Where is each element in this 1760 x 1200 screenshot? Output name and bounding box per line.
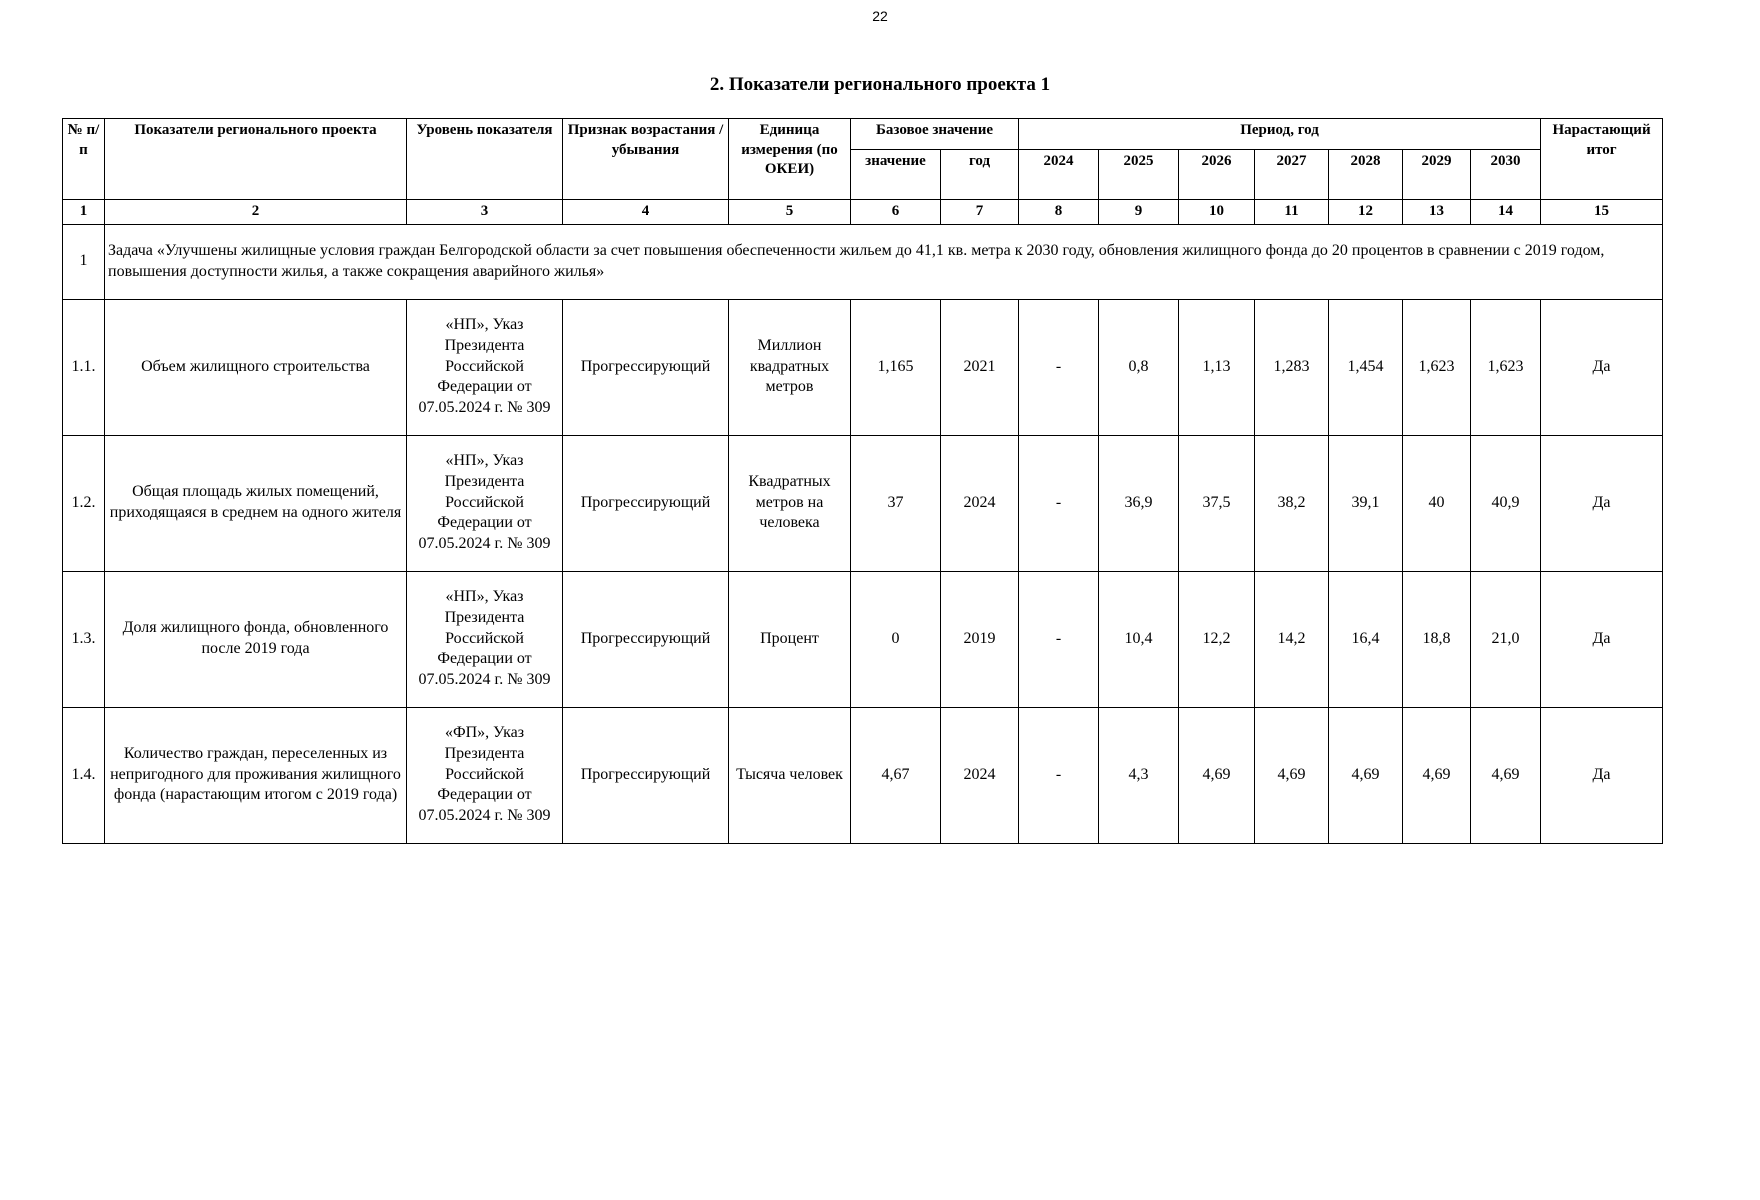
header-year: 2025 [1099, 150, 1179, 200]
year-value: 40,9 [1471, 435, 1541, 571]
year-value: - [1019, 571, 1099, 707]
column-number-row [63, 200, 1663, 225]
year-value: 4,69 [1179, 707, 1255, 843]
header-year: 2024 [1019, 150, 1099, 200]
table-row [63, 571, 1663, 707]
header-base-year: год [941, 150, 1019, 200]
indicators-table [62, 118, 1663, 844]
indicator-trend: Прогрессирующий [563, 435, 729, 571]
year-value: 1,623 [1471, 299, 1541, 435]
column-number: 6 [851, 200, 941, 225]
row-number: 1.4. [63, 707, 105, 843]
cumulative-flag: Да [1541, 299, 1663, 435]
indicator-trend: Прогрессирующий [563, 707, 729, 843]
base-value: 4,67 [851, 707, 941, 843]
task-row [63, 224, 1663, 299]
row-number: 1.2. [63, 435, 105, 571]
column-number: 10 [1179, 200, 1255, 225]
year-value: 4,3 [1099, 707, 1179, 843]
year-value: 4,69 [1471, 707, 1541, 843]
column-number: 14 [1471, 200, 1541, 225]
indicator-unit: Тысяча человек [729, 707, 851, 843]
year-value: 21,0 [1471, 571, 1541, 707]
column-number: 11 [1255, 200, 1329, 225]
indicator-unit: Миллион квадратных метров [729, 299, 851, 435]
base-year: 2021 [941, 299, 1019, 435]
indicator-name: Объем жилищного строительства [105, 299, 407, 435]
indicator-name: Общая площадь жилых помещений, приходящаяся в среднем на одного жителя [105, 435, 407, 571]
table-row [63, 299, 1663, 435]
year-value: 18,8 [1403, 571, 1471, 707]
year-value: 37,5 [1179, 435, 1255, 571]
year-value: 38,2 [1255, 435, 1329, 571]
table-row [63, 707, 1663, 843]
header-trend: Признак возрастания / убывания [563, 119, 729, 200]
table-row [63, 435, 1663, 571]
document-title: 2. Показатели регионального проекта 1 [709, 74, 1051, 95]
indicator-level: «НП», Указ Президента Российской Федерации от 07.05.2024 г. № 309 [407, 299, 563, 435]
header-level: Уровень показателя [407, 119, 563, 200]
header-unit: Единица измерения (по ОКЕИ) [729, 119, 851, 200]
page-number: 22 [872, 8, 888, 24]
column-number: 2 [105, 200, 407, 225]
cumulative-flag: Да [1541, 435, 1663, 571]
year-value: - [1019, 435, 1099, 571]
task-text: Задача «Улучшены жилищные условия граждан Белгородской области за счет повышения обеспеченности жильем до 41,1 кв. метра к 2030 году, обновления жилищного фонда до 20 процентов в сравнении с 2019 годом, повышения доступности жилья, а также сокращения аварийного жилья» [105, 224, 1663, 299]
base-value: 0 [851, 571, 941, 707]
year-value: 36,9 [1099, 435, 1179, 571]
year-value: 0,8 [1099, 299, 1179, 435]
year-value: 12,2 [1179, 571, 1255, 707]
header-base: Базовое значение [851, 119, 1019, 150]
year-value: 4,69 [1403, 707, 1471, 843]
indicator-level: «НП», Указ Президента Российской Федерации от 07.05.2024 г. № 309 [407, 435, 563, 571]
task-number: 1 [63, 224, 105, 299]
indicator-name: Количество граждан, переселенных из непригодного для проживания жилищного фонда (нарастающим итогом с 2019 года) [105, 707, 407, 843]
year-value: 40 [1403, 435, 1471, 571]
column-number: 5 [729, 200, 851, 225]
header-no: № п/п [63, 119, 105, 200]
year-value: 1,454 [1329, 299, 1403, 435]
year-value: 1,13 [1179, 299, 1255, 435]
header-year: 2028 [1329, 150, 1403, 200]
header-period: Период, год [1019, 119, 1541, 150]
indicator-level: «ФП», Указ Президента Российской Федерации от 07.05.2024 г. № 309 [407, 707, 563, 843]
header-year: 2029 [1403, 150, 1471, 200]
year-value: 14,2 [1255, 571, 1329, 707]
indicator-trend: Прогрессирующий [563, 299, 729, 435]
year-value: 16,4 [1329, 571, 1403, 707]
cumulative-flag: Да [1541, 571, 1663, 707]
column-number: 8 [1019, 200, 1099, 225]
header-year: 2026 [1179, 150, 1255, 200]
indicator-unit: Процент [729, 571, 851, 707]
header-year: 2030 [1471, 150, 1541, 200]
indicator-trend: Прогрессирующий [563, 571, 729, 707]
base-value: 37 [851, 435, 941, 571]
cumulative-flag: Да [1541, 707, 1663, 843]
column-number: 3 [407, 200, 563, 225]
column-number: 7 [941, 200, 1019, 225]
year-value: 4,69 [1255, 707, 1329, 843]
column-number: 4 [563, 200, 729, 225]
row-number: 1.3. [63, 571, 105, 707]
year-value: 1,283 [1255, 299, 1329, 435]
year-value: 10,4 [1099, 571, 1179, 707]
year-value: 1,623 [1403, 299, 1471, 435]
indicator-name: Доля жилищного фонда, обновленного после 2019 года [105, 571, 407, 707]
base-value: 1,165 [851, 299, 941, 435]
indicator-level: «НП», Указ Президента Российской Федерации от 07.05.2024 г. № 309 [407, 571, 563, 707]
column-number: 9 [1099, 200, 1179, 225]
column-number: 15 [1541, 200, 1663, 225]
header-indicator: Показатели регионального проекта [105, 119, 407, 200]
header-base-value: значение [851, 150, 941, 200]
year-value: - [1019, 299, 1099, 435]
column-number: 12 [1329, 200, 1403, 225]
header-row-top [63, 119, 1663, 150]
year-value: 39,1 [1329, 435, 1403, 571]
column-number: 13 [1403, 200, 1471, 225]
column-number: 1 [63, 200, 105, 225]
row-number: 1.1. [63, 299, 105, 435]
header-year: 2027 [1255, 150, 1329, 200]
base-year: 2024 [941, 707, 1019, 843]
year-value: - [1019, 707, 1099, 843]
indicator-unit: Квадратных метров на человека [729, 435, 851, 571]
header-cumulative: Нарастающий итог [1541, 119, 1663, 200]
base-year: 2019 [941, 571, 1019, 707]
base-year: 2024 [941, 435, 1019, 571]
year-value: 4,69 [1329, 707, 1403, 843]
